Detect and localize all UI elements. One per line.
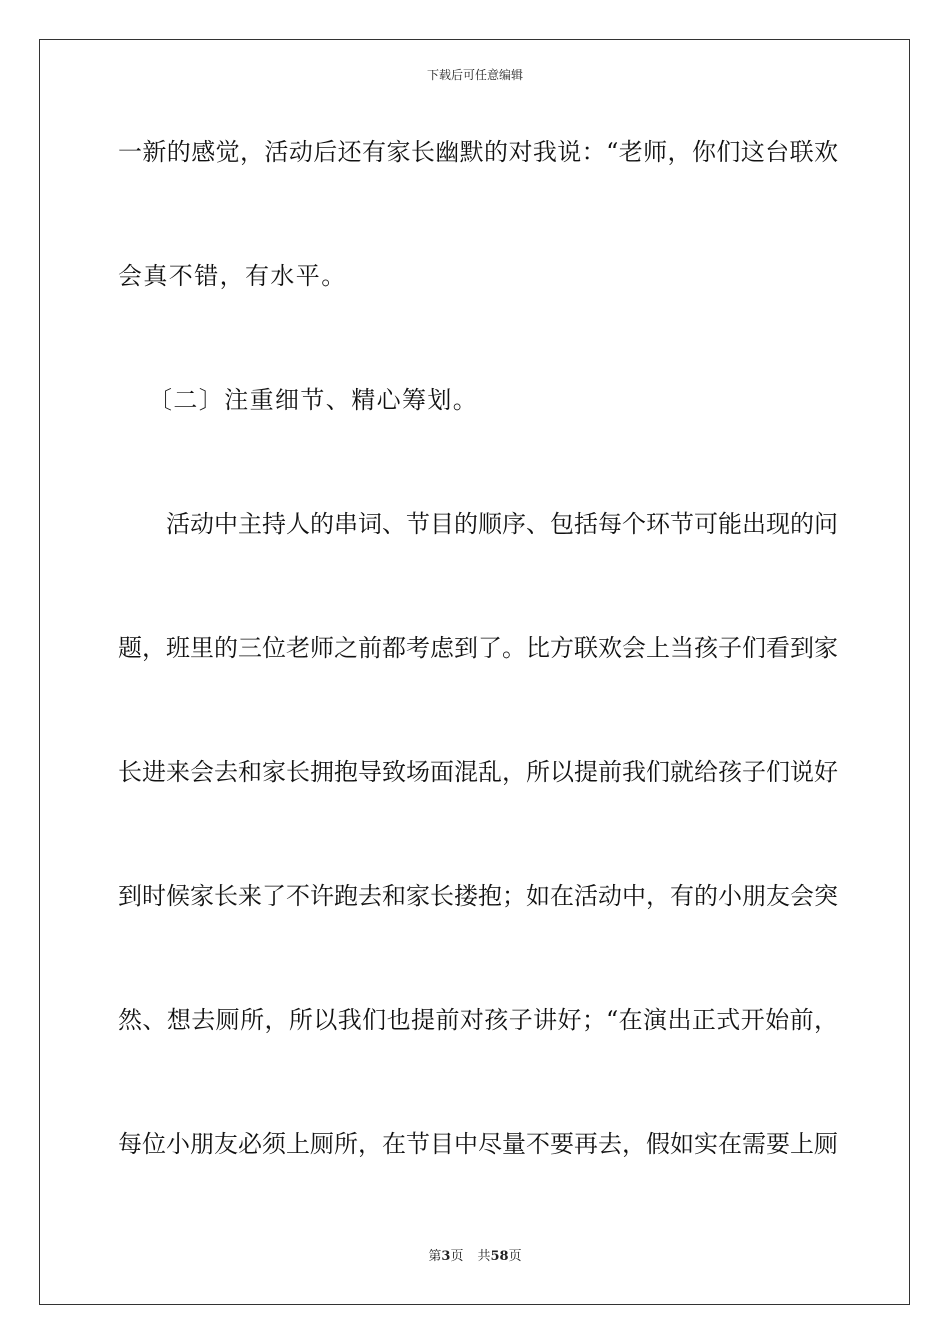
page-number: 3 — [441, 1249, 451, 1264]
total-pages: 58 — [490, 1249, 509, 1264]
body-line-9: 每位小朋友必须上厕所，在节目中尽量不要再去，假如实在需要上厕 — [118, 1130, 838, 1158]
body-line-7: 到时候家长来了不许跑去和家长搂抱；如在活动中，有的小朋友会突 — [118, 882, 838, 910]
body-line-4: 活动中主持人的串词、节目的顺序、包括每个环节可能出现的问 — [166, 510, 838, 538]
page-header: 下载后可任意编辑 — [426, 68, 523, 82]
body-line-8: 然、想去厕所，所以我们也提前对孩子讲好；“在演出正式开始前， — [118, 1006, 838, 1034]
page-suffix: 页 — [450, 1249, 464, 1264]
body-line-2: 会真不错，有水平。 — [118, 262, 347, 290]
page-footer — [0, 1249, 950, 1265]
total-prefix: 共 — [477, 1249, 491, 1264]
page-border — [39, 39, 910, 1305]
body-line-1: 一新的感觉，活动后还有家长幽默的对我说：“老师，你们这台联欢 — [118, 138, 838, 166]
body-line-5: 题，班里的三位老师之前都考虑到了。比方联欢会上当孩子们看到家 — [118, 634, 838, 662]
total-suffix: 页 — [508, 1249, 522, 1264]
page-prefix: 第 — [428, 1249, 442, 1264]
section-heading: 〔二〕注重细节、精心筹划。 — [148, 386, 479, 414]
body-line-6: 长进来会去和家长拥抱导致场面混乱，所以提前我们就给孩子们说好 — [118, 758, 838, 786]
